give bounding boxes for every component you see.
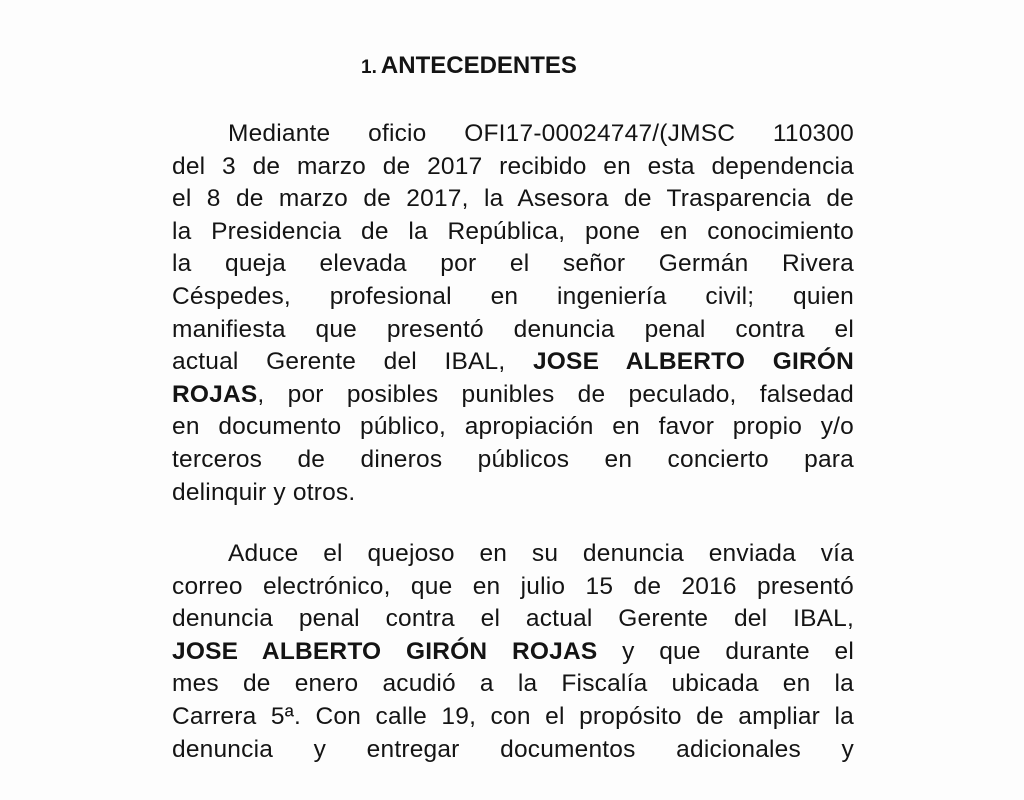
text-line: Carrera 5ª. Con calle 19, con el propósito de ampliar la bbox=[172, 702, 854, 730]
paragraph-1 bbox=[172, 118, 854, 509]
bold-name: JOSE ALBERTO GIRÓN ROJAS bbox=[172, 637, 598, 665]
section-title: ANTECEDENTES bbox=[380, 52, 577, 79]
bold-name: JOSE ALBERTO GIRÓN bbox=[532, 348, 854, 376]
text-line: denuncia y entregar documentos adicionales y bbox=[172, 735, 854, 763]
text-line: delinquir y otros. bbox=[172, 478, 356, 506]
text-line: la Presidencia de la República, pone en conocimiento bbox=[172, 217, 854, 245]
text-line: terceros de dineros públicos en concierto para bbox=[172, 445, 854, 473]
section-heading bbox=[0, 50, 1024, 84]
text-line: denuncia penal contra el actual Gerente del IBAL, bbox=[172, 605, 854, 633]
text-line: Céspedes, profesional en ingeniería civil; quien bbox=[172, 282, 854, 310]
text-line: Mediante oficio OFI17-00024747/(JMSC 110300 bbox=[228, 120, 854, 147]
text-line: en documento público, apropiación en favor propio y/o bbox=[172, 413, 854, 441]
text-line: JOSE ALBERTO GIRÓN ROJAS y que durante el bbox=[172, 637, 854, 665]
text-line: el 8 de marzo de 2017, la Asesora de Trasparencia de bbox=[172, 185, 854, 213]
text-line: actual Gerente del IBAL, JOSE ALBERTO GIRÓN bbox=[172, 348, 854, 376]
text-line: la queja elevada por el señor Germán Rivera bbox=[172, 250, 854, 278]
paragraph-2 bbox=[172, 538, 854, 766]
section-number: 1. bbox=[361, 57, 377, 78]
text-line: Aduce el quejoso en su denuncia enviada vía bbox=[228, 540, 854, 567]
text-line: ROJAS, por posibles punibles de peculado, falsedad bbox=[172, 380, 854, 408]
text-line: correo electrónico, que en julio 15 de 2016 presentó bbox=[172, 572, 854, 600]
text-line: del 3 de marzo de 2017 recibido en esta dependencia bbox=[172, 152, 854, 180]
text-line: manifiesta que presentó denuncia penal contra el bbox=[172, 315, 854, 343]
text-line: mes de enero acudió a la Fiscalía ubicada en la bbox=[172, 670, 854, 698]
bold-name: ROJAS bbox=[172, 380, 258, 408]
